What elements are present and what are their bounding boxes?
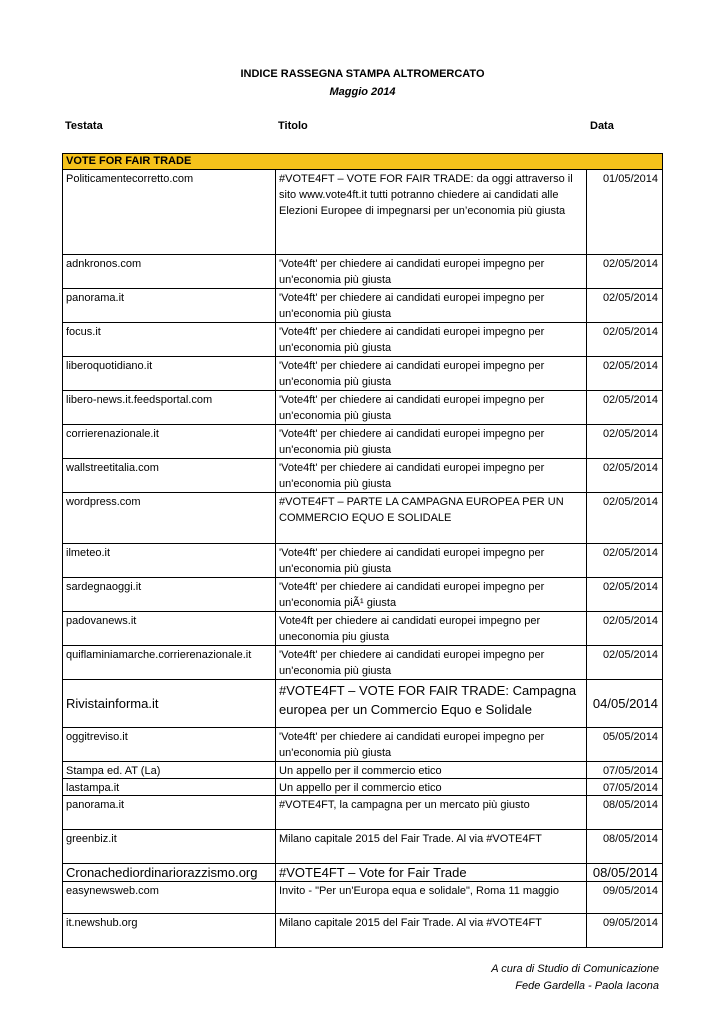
cell-data: 04/05/2014	[592, 696, 658, 711]
table-row	[63, 458, 662, 492]
cell-data: 02/05/2014	[602, 394, 658, 406]
table-row	[63, 390, 662, 424]
cell-titolo: #VOTE4FT, la campagna per un mercato più giusto	[276, 796, 587, 829]
table-row	[63, 288, 662, 322]
cell-testata: sardegnaoggi.it	[63, 578, 276, 611]
cell-data: 02/05/2014	[602, 428, 658, 440]
cell-testata: liberoquotidiano.it	[63, 357, 276, 390]
cell-testata: panorama.it	[63, 796, 276, 829]
column-header-testata: Testata	[65, 120, 103, 132]
table-row	[63, 645, 662, 679]
press-review-table	[62, 153, 663, 948]
cell-testata: padovanews.it	[63, 612, 276, 645]
column-header-titolo: Titolo	[278, 120, 308, 132]
cell-testata: easynewsweb.com	[63, 882, 276, 913]
cell-data: 02/05/2014	[602, 649, 658, 661]
table-row	[63, 829, 662, 863]
cell-data: 08/05/2014	[602, 799, 658, 811]
cell-titolo: #VOTE4FT – PARTE LA CAMPAGNA EUROPEA PER UN COMMERCIO EQUO E SOLIDALE	[276, 493, 587, 543]
cell-titolo: 'Vote4ft' per chiedere ai candidati europei impegno per un'economia più giusta	[276, 728, 587, 761]
cell-titolo: 'Vote4ft' per chiedere ai candidati europei impegno per un'economia più giusta	[276, 646, 587, 679]
cell-titolo: Vote4ft per chiedere ai candidati europei impegno per uneconomia piu giusta	[276, 612, 587, 645]
cell-titolo: Milano capitale 2015 del Fair Trade. Al via #VOTE4FT	[276, 914, 587, 947]
table-row	[63, 863, 662, 881]
cell-titolo: 'Vote4ft' per chiedere ai candidati europei impegno per un'economia piÃ¹ giusta	[276, 578, 587, 611]
cell-data: 02/05/2014	[602, 547, 658, 559]
cell-testata: Politicamentecorretto.com	[63, 170, 276, 254]
cell-titolo: 'Vote4ft' per chiedere ai candidati europei impegno per un'economia più giusta	[276, 357, 587, 390]
cell-titolo: #VOTE4FT – Vote for Fair Trade	[276, 864, 587, 881]
cell-testata: panorama.it	[63, 289, 276, 322]
table-row	[63, 778, 662, 795]
cell-data: 02/05/2014	[602, 615, 658, 627]
table-row	[63, 577, 662, 611]
cell-testata: Rivistainforma.it	[63, 680, 276, 727]
cell-data: 07/05/2014	[602, 765, 658, 777]
cell-titolo: 'Vote4ft' per chiedere ai candidati europei impegno per un'economia più giusta	[276, 544, 587, 577]
table-row	[63, 795, 662, 829]
table-row	[63, 254, 662, 288]
cell-testata: quiflaminiamarche.corrierenazionale.it	[63, 646, 276, 679]
cell-titolo: Invito - "Per un'Europa equa e solidale", Roma 11 maggio	[276, 882, 587, 913]
table-row	[63, 356, 662, 390]
document-title: INDICE RASSEGNA STAMPA ALTROMERCATO	[240, 68, 485, 80]
cell-data: 08/05/2014	[592, 865, 658, 880]
cell-data: 02/05/2014	[602, 326, 658, 338]
footer-credit: A cura di Studio di Comunicazione	[491, 963, 659, 975]
cell-titolo: 'Vote4ft' per chiedere ai candidati europei impegno per un'economia più giusta	[276, 425, 587, 458]
cell-testata: lastampa.it	[63, 779, 276, 795]
cell-data: 07/05/2014	[602, 782, 658, 794]
table-row	[63, 761, 662, 778]
section-header: VOTE FOR FAIR TRADE	[63, 153, 662, 169]
table-row	[63, 913, 662, 947]
cell-testata: greenbiz.it	[63, 830, 276, 863]
footer-authors: Fede Gardella - Paola Iacona	[515, 980, 659, 992]
table-row	[63, 679, 662, 727]
table-row	[63, 881, 662, 913]
cell-titolo: 'Vote4ft' per chiedere ai candidati europei impegno per un'economia più giusta	[276, 289, 587, 322]
cell-testata: Stampa ed. AT (La)	[63, 762, 276, 778]
cell-testata: ilmeteo.it	[63, 544, 276, 577]
cell-data: 01/05/2014	[602, 173, 658, 185]
cell-data: 05/05/2014	[602, 731, 658, 743]
table-row	[63, 611, 662, 645]
cell-testata: adnkronos.com	[63, 255, 276, 288]
cell-data: 09/05/2014	[602, 917, 658, 929]
column-header-data: Data	[590, 120, 614, 132]
cell-titolo: 'Vote4ft' per chiedere ai candidati europei impegno per un'economia più giusta	[276, 255, 587, 288]
cell-titolo: 'Vote4ft' per chiedere ai candidati europei impegno per un'economia più giusta	[276, 391, 587, 424]
table-row	[63, 492, 662, 543]
cell-data: 02/05/2014	[602, 496, 658, 508]
table-row	[63, 322, 662, 356]
cell-data: 08/05/2014	[602, 833, 658, 845]
cell-data: 02/05/2014	[602, 258, 658, 270]
cell-testata: oggitreviso.it	[63, 728, 276, 761]
cell-testata: wallstreetitalia.com	[63, 459, 276, 492]
cell-data: 02/05/2014	[602, 292, 658, 304]
cell-titolo: 'Vote4ft' per chiedere ai candidati europei impegno per un'economia più giusta	[276, 459, 587, 492]
cell-testata: wordpress.com	[63, 493, 276, 543]
cell-data: 02/05/2014	[602, 581, 658, 593]
cell-data: 02/05/2014	[602, 462, 658, 474]
table-row	[63, 169, 662, 254]
cell-testata: it.newshub.org	[63, 914, 276, 947]
cell-testata: Cronachediordinariorazzismo.org	[63, 864, 276, 881]
cell-data: 09/05/2014	[602, 885, 658, 897]
table-row	[63, 727, 662, 761]
cell-testata: focus.it	[63, 323, 276, 356]
cell-titolo: Un appello per il commercio etico	[276, 762, 587, 778]
document-subtitle: Maggio 2014	[329, 86, 396, 98]
cell-titolo: #VOTE4FT – VOTE FOR FAIR TRADE: da oggi attraverso il sito www.vote4ft.it tutti potranno chiedere ai candidati alle Elezioni Europee di impegnarsi per un’economia più giusta	[276, 170, 587, 254]
cell-data: 02/05/2014	[602, 360, 658, 372]
cell-testata: corrierenazionale.it	[63, 425, 276, 458]
table-row	[63, 543, 662, 577]
cell-titolo: #VOTE4FT – VOTE FOR FAIR TRADE: Campagna europea per un Commercio Equo e Solidale	[276, 680, 587, 727]
cell-titolo: Milano capitale 2015 del Fair Trade. Al via #VOTE4FT	[276, 830, 587, 863]
cell-testata: libero-news.it.feedsportal.com	[63, 391, 276, 424]
cell-titolo: Un appello per il commercio etico	[276, 779, 587, 795]
cell-titolo: 'Vote4ft' per chiedere ai candidati europei impegno per un'economia più giusta	[276, 323, 587, 356]
table-row	[63, 424, 662, 458]
